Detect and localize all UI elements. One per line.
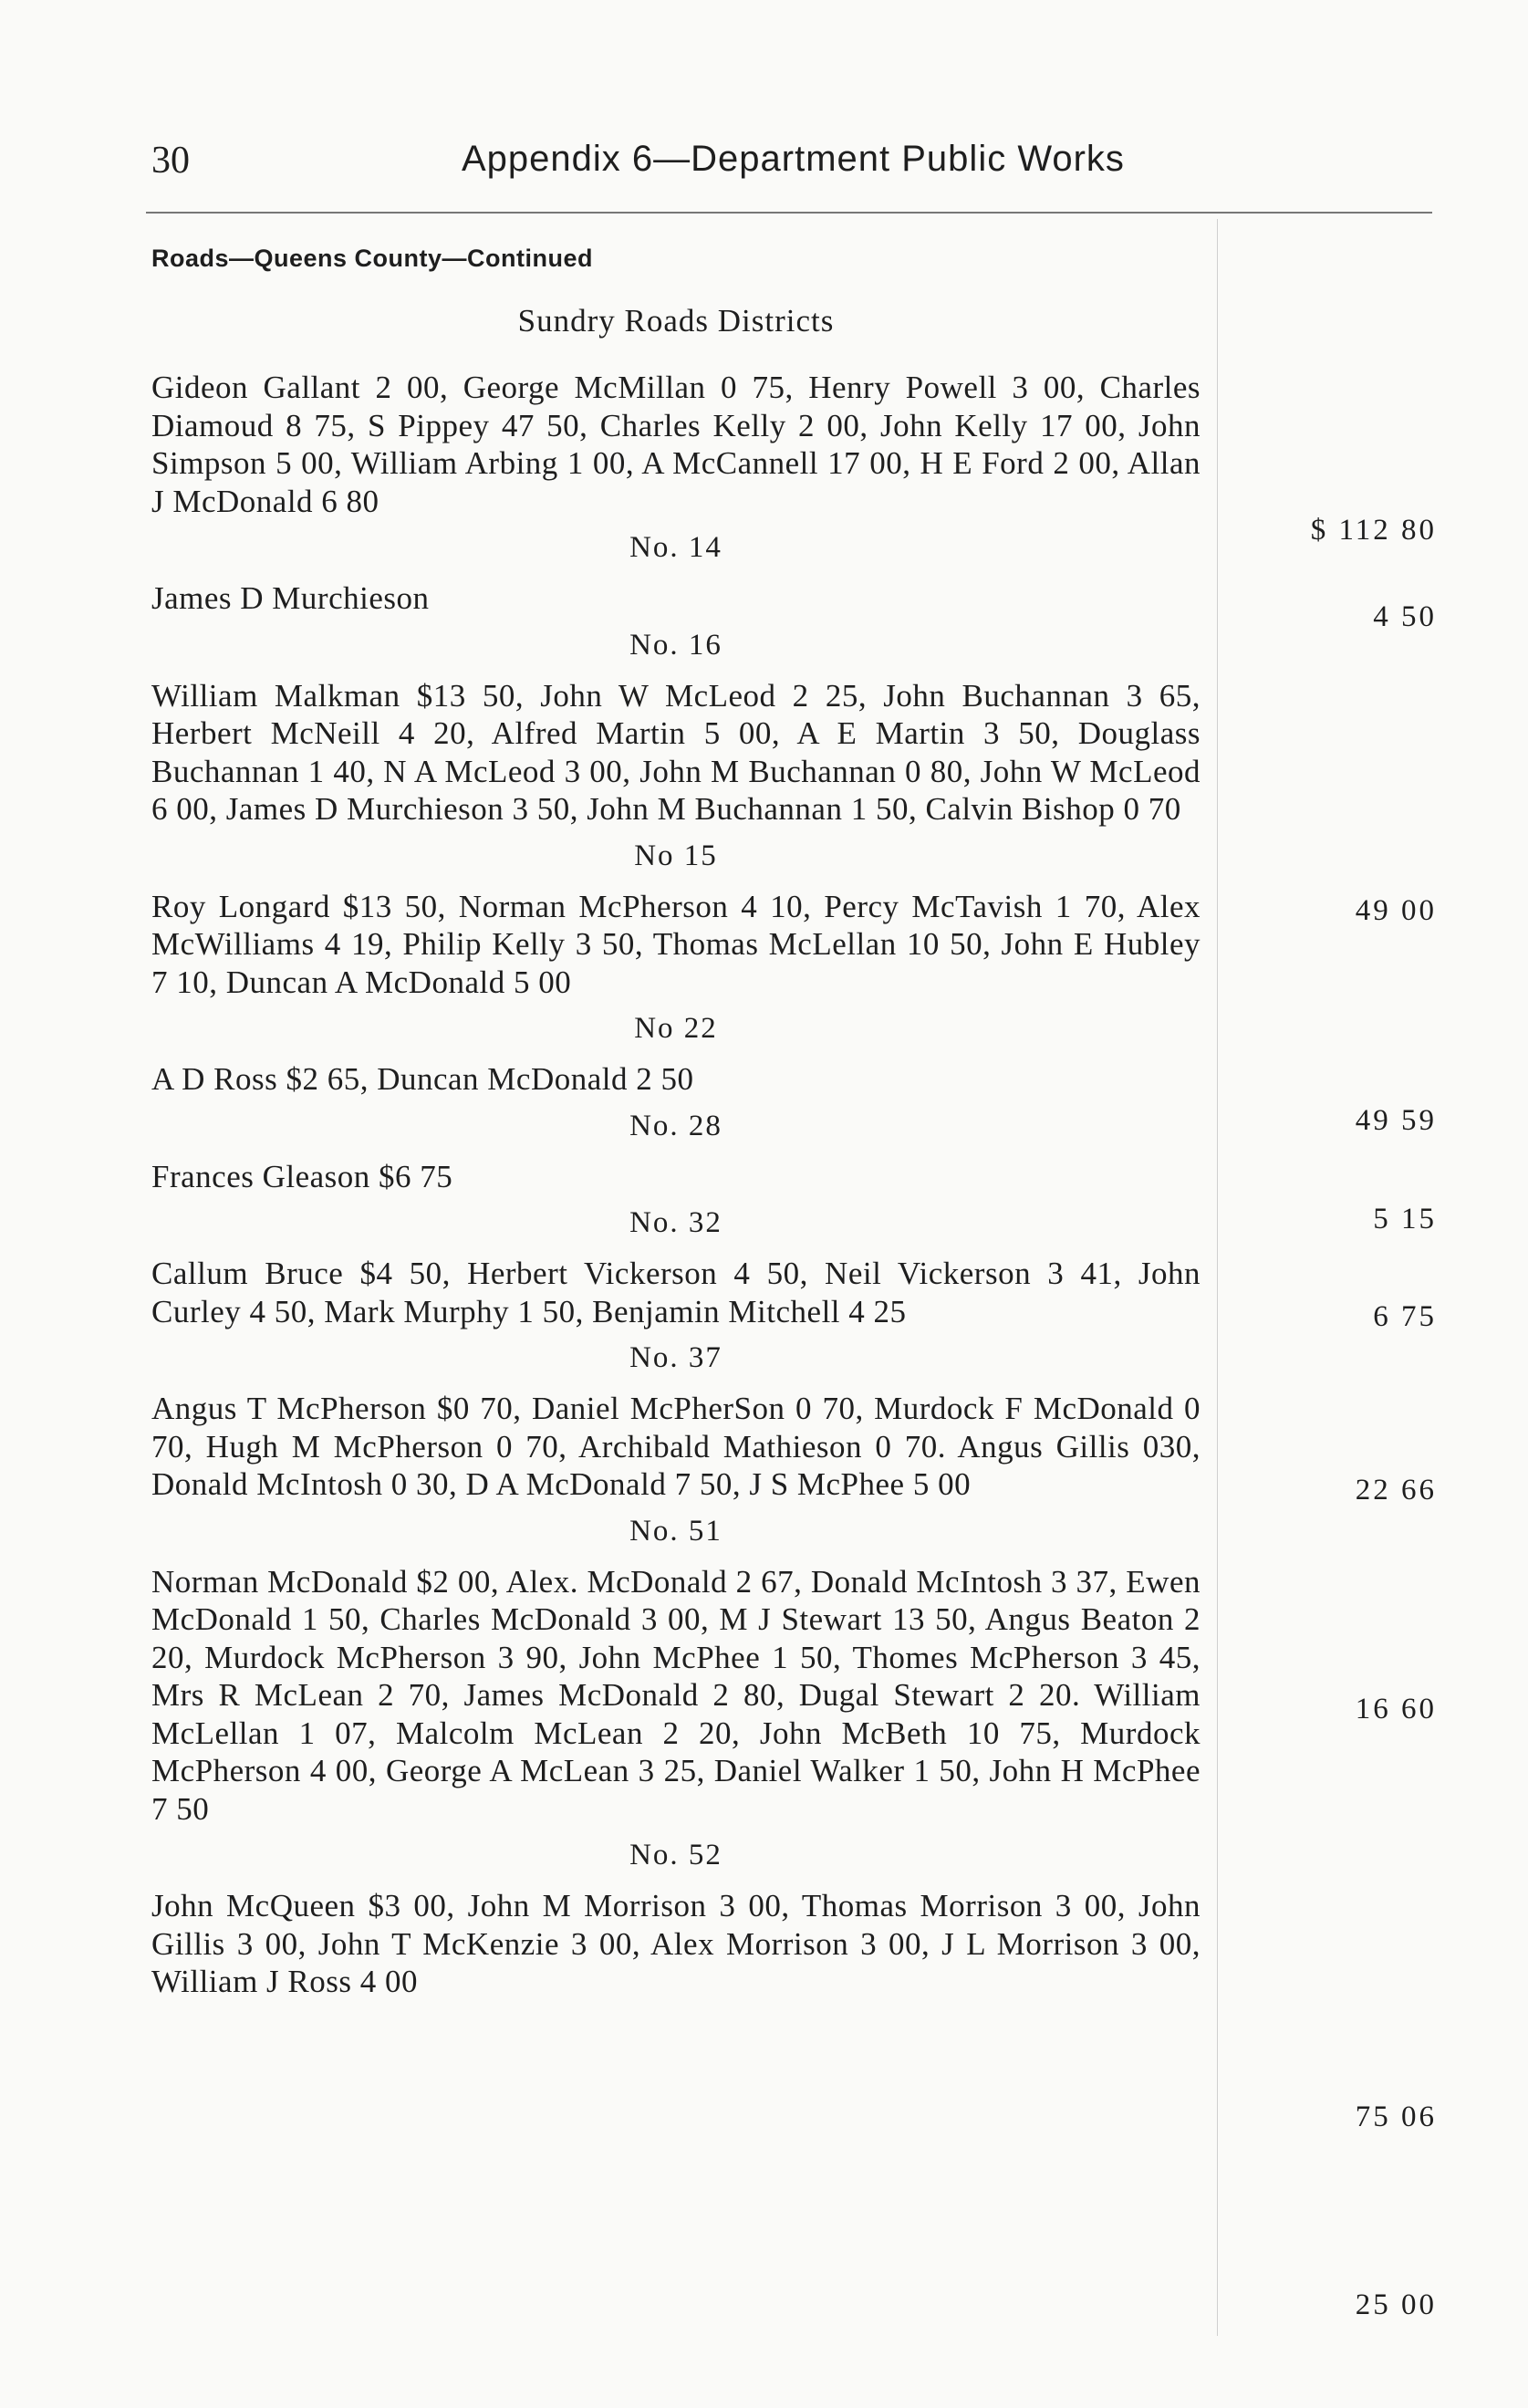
district-heading: No 22 <box>634 1012 718 1045</box>
page-number: 30 <box>151 140 190 182</box>
district-block <box>151 1012 1201 1099</box>
district-total: 49 59 <box>1355 1104 1437 1137</box>
district-total: 49 00 <box>1355 894 1437 927</box>
district-block <box>151 1341 1201 1504</box>
district-block <box>151 369 1201 520</box>
district-entry-text: Gideon Gallant 2 00, George McMillan 0 75, Henry Powell 3 00, Charles Diamoud 8 75, S Pippey 47 50, Charles Kelly 2 00, John Kelly 17 00, John Simpson 5 00, William Arbing 1 00, A McCannell 17 00, H E Ford 2 00, Allan J McDonald 6 80 <box>151 370 1201 519</box>
district-total: 25 00 <box>1355 2288 1437 2321</box>
district-total: 6 75 <box>1373 1300 1437 1333</box>
district-entry-text: John McQueen $3 00, John M Morrison 3 00, Thomas Morrison 3 00, John Gillis 3 00, John T McKenzie 3 00, Alex Morrison 3 00, J L Morrison 3 00, William J Ross 4 00 <box>151 1888 1201 1999</box>
district-block <box>151 1206 1201 1330</box>
district-entry-text: Angus T McPherson $0 70, Daniel McPherSon 0 70, Murdock F McDonald 0 70, Hugh M McPherson 0 70, Archibald Mathieson 0 70. Angus Gillis 030, Donald McIntosh 0 30, D A McDonald 7 50, J S McPhee 5 00 <box>151 1391 1201 1502</box>
section-title: Sundry Roads Districts <box>517 303 835 339</box>
amount-column-divider <box>1217 219 1218 2336</box>
district-heading: No. 16 <box>629 628 722 662</box>
running-title: Appendix 6—Department Public Works <box>462 139 1125 179</box>
district-total: 22 66 <box>1355 1474 1437 1506</box>
district-entry-text: A D Ross $2 65, Duncan McDonald 2 50 <box>151 1061 694 1097</box>
amount-column <box>1227 0 1437 2408</box>
district-block <box>151 1110 1201 1196</box>
district-block <box>151 839 1201 1002</box>
district-entry-text: Frances Gleason $6 75 <box>151 1158 453 1194</box>
district-entry-text: James D Murchieson <box>151 580 430 616</box>
district-heading: No. 28 <box>629 1109 722 1142</box>
district-total: 75 06 <box>1355 2100 1437 2133</box>
district-entry-text: Callum Bruce $4 50, Herbert Vickerson 4 50, Neil Vickerson 3 41, John Curley 4 50, Mark Murphy 1 50, Benjamin Mitchell 4 25 <box>151 1256 1201 1329</box>
district-heading: No. 37 <box>629 1341 722 1374</box>
district-total: 5 15 <box>1373 1203 1437 1235</box>
district-entry-text: Norman McDonald $2 00, Alex. McDonald 2 67, Donald McIntosh 3 37, Ewen McDonald 1 50, Charles McDonald 3 00, M J Stewart 13 50, Angus Beaton 2 20, Murdock McPherson 3 90, John McPhee 1 50, Thomes McPherson 3 45, Mrs R McLean 2 70, James McDonald 2 80, Dugal Stewart 2 20. William McLellan 1 07, Malcolm McLean 2 20, John McBeth 10 75, Murdock McPherson 4 00, George A McLean 3 25, Daniel Walker 1 50, John H McPhee 7 50 <box>151 1563 1201 1827</box>
district-block <box>151 1515 1201 1829</box>
district-block <box>151 531 1201 618</box>
district-entry-text: William Malkman $13 50, John W McLeod 2 25, John Buchannan 3 65, Herbert McNeill 4 20, Alfred Martin 5 00, A E Martin 3 50, Douglass Buchannan 1 40, N A McLeod 3 00, John M Buchannan 0 80, John W McLeod 6 00, James D Murchieson 3 50, John M Buchannan 1 50, Calvin Bishop 0 70 <box>151 677 1201 827</box>
district-heading: No 15 <box>634 839 718 872</box>
district-heading: No. 14 <box>629 531 722 564</box>
district-block <box>151 1839 1201 2001</box>
district-heading: No. 51 <box>629 1514 722 1548</box>
district-heading: No. 52 <box>629 1839 722 1871</box>
district-entry-text: Roy Longard $13 50, Norman McPherson 4 10, Percy McTavish 1 70, Alex McWilliams 4 19, Philip Kelly 3 50, Thomas McLellan 10 50, John E Hubley 7 10, Duncan A McDonald 5 00 <box>151 888 1201 1000</box>
section-heading: Roads—Queens County—Continued <box>151 245 594 272</box>
district-block <box>151 629 1201 829</box>
district-heading: No. 32 <box>629 1206 722 1239</box>
document-body <box>151 294 1201 2001</box>
district-total: $ 112 80 <box>1310 514 1437 547</box>
district-total: 16 60 <box>1355 1693 1437 1725</box>
district-total: 4 50 <box>1373 600 1437 633</box>
